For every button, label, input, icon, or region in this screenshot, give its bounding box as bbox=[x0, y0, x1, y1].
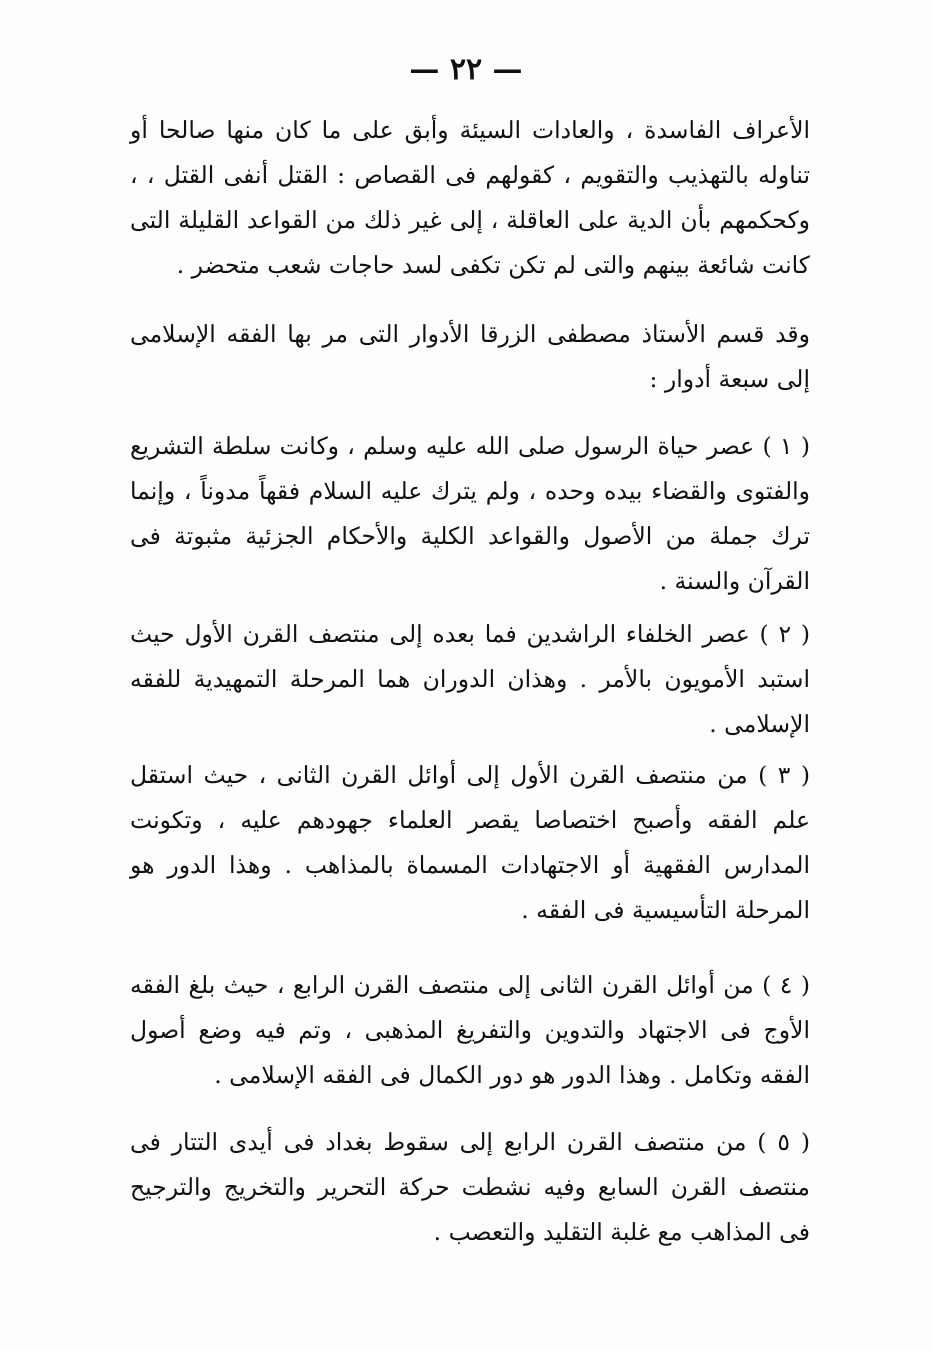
paragraph-text: الأعراف الفاسدة ، والعادات السيئة وأبق على ما كان منها صالحا أو تناوله بالتهذيب والتقويم ، كقولهم فى القصاص : القتل أنفى القتل ، ، وكحكمهم بأن الدية على العاقلة ، إلى غير ذلك من القواعد القليلة التى كانت شائعة بينهم والتى لم تكن تكفى لسد حاجات شعب متحضر . bbox=[130, 116, 810, 279]
paragraph-era-2 bbox=[130, 612, 810, 747]
page-number: — ٢٢ — bbox=[409, 52, 523, 87]
paragraph-era-4 bbox=[130, 963, 810, 1098]
paragraph-text: وقد قسم الأستاذ مصطفى الزرقا الأدوار التى مر بها الفقه الإسلامى إلى سبعة أدوار : bbox=[130, 320, 810, 393]
paragraph-text: ( ٤ ) من أوائل القرن الثانى إلى منتصف القرن الرابع ، حيث بلغ الفقه الأوج فى الاجتهاد والتدوين والتفريغ المذهبى ، وتم فيه وضع أصول الفقه وتكامل . وهذا الدور هو دور الكمال فى الفقه الإسلامى . bbox=[130, 971, 811, 1089]
paragraph-text: ( ١ ) عصر حياة الرسول صلى الله عليه وسلم ، وكانت سلطة التشريع والفتوى والقضاء بيده وحده ، ولم يترك عليه السلام فقهاً مدوناً ، وإنما ترك جملة من الأصول والقواعد الكلية والأحكام الجزئية مثبوتة فى القرآن والسنة . bbox=[130, 432, 810, 595]
paragraph-text: ( ٣ ) من منتصف القرن الأول إلى أوائل القرن الثانى ، حيث استقل علم الفقه وأصبح اختصاصا يقصر العلماء جهودهم عليه ، وتكونت المدارس الفقهية أو الاجتهادات المسماة بالمذاهب . وهذا الدور هو المرحلة التأسيسية فى الفقه . bbox=[130, 761, 810, 924]
paragraph-text: ( ٢ ) عصر الخلفاء الراشدين فما بعده إلى منتصف القرن الأول حيث استبد الأمويون بالأمر . وهذان الدوران هما المرحلة التمهيدية للفقه الإسلامى . bbox=[130, 620, 810, 738]
paragraph-era-5 bbox=[130, 1120, 810, 1255]
paragraph-era-1 bbox=[130, 424, 810, 604]
paragraph-intro bbox=[130, 108, 810, 288]
paragraph-era-3 bbox=[130, 753, 810, 933]
paragraph-text: ( ٥ ) من منتصف القرن الرابع إلى سقوط بغداد فى أيدى التتار فى منتصف القرن السابع وفيه نشطت حركة التحرير والتخريج والترجيح فى المذاهب مع غلبة التقليد والتعصب . bbox=[130, 1128, 810, 1246]
paragraph-division bbox=[130, 312, 810, 402]
